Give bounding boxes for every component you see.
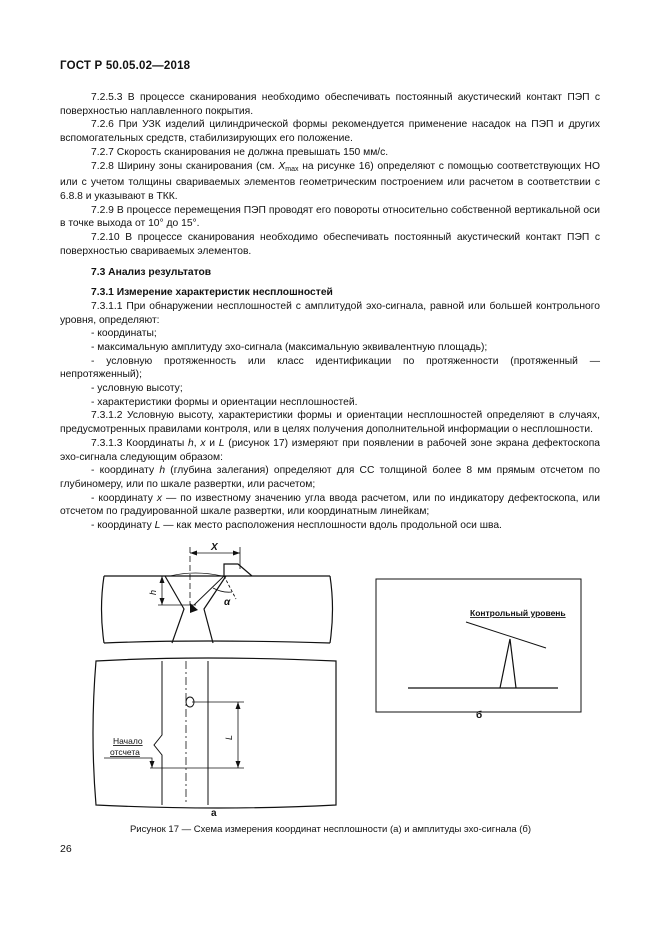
paragraph-7-2-7: 7.2.7 Скорость сканирования не должна превышать 150 мм/с.: [91, 146, 389, 158]
weld-right-groove: [204, 576, 226, 643]
start-leader: [104, 758, 152, 768]
list-item: - максимальную амплитуду эхо-сигнала (максимальную эквивалентную площадь);: [91, 341, 488, 353]
paragraph-7-3-1-3: 7.3.1.3 Координаты h, x и L (рисунок 17) измеряют при появлении в рабочей зоне экрана дефектоскопа эхо-сигнала следующим образом:: [60, 437, 600, 463]
weld-left-groove: [165, 576, 184, 643]
control-level-line: [466, 622, 546, 648]
paragraph-7-2-5-3: 7.2.5.3 В процессе сканирования необходимо обеспечивать постоянный акустический контакт ПЭП с поверхностью наплавленного покрытия.: [60, 92, 600, 117]
beam-extension: [224, 576, 236, 599]
label-alpha: α: [224, 597, 231, 608]
label-x: X: [211, 542, 218, 553]
label-b: б: [476, 710, 483, 721]
figure-17: [0, 535, 661, 835]
paragraph-7-3-1-1: 7.3.1.1 При обнаружении несплошностей с амплитудой эхо-сигнала, равной или большей контрольного уровня, определяют:: [60, 300, 600, 326]
label-h: h: [148, 589, 158, 595]
probe: [224, 564, 252, 576]
paragraph-7-2-6: 7.2.6 При УЗК изделий цилиндрической формы рекомендуется применение насадок на ПЭП и других вспомогательных средств, стабилизирующих его положение.: [60, 119, 600, 145]
figure-17-drawing: [0, 535, 661, 835]
l-arrow-bottom: [236, 761, 241, 768]
list-item-coordinate-h: - координату h (глубина залегания) определяют для СС толщиной более 8 мм прямым отсчетом по глубиномеру, или по шкале развертки, или расчетом;: [60, 465, 600, 490]
document-header: ГОСТ Р 50.05.02—2018: [60, 60, 191, 72]
start-arrow: [150, 761, 155, 768]
page-number: 26: [60, 843, 72, 855]
plate-left-break: [102, 576, 105, 643]
x-arrow-right: [233, 551, 240, 556]
label-l: L: [224, 734, 234, 740]
echo-pulse: [500, 639, 516, 688]
label-start-line1: Начало: [113, 736, 143, 746]
h-arrow-bottom: [160, 598, 165, 605]
document-body: [60, 91, 600, 533]
screen-frame: [376, 579, 581, 712]
section-heading-7-3: 7.3 Анализ результатов: [91, 267, 212, 279]
label-control-level: Контрольный уровень: [470, 608, 566, 618]
paragraph-7-2-10: 7.2.10 В процессе сканирования необходимо обеспечивать постоянный акустический контакт ПЭП с поверхностью свариваемых элементов.: [60, 232, 600, 257]
paragraph-7-2-8: 7.2.8 Ширину зоны сканирования (см. Xmax на рисунке 16) определяют с помощью соответствующих НО или с учетом толщины свариваемых элементов геометрическим построением или расчетом в соответствии с 6.8.8 и указывают в ТКК.: [60, 160, 600, 202]
plate-bottom-edge: [104, 641, 330, 643]
x-arrow-left: [190, 551, 197, 556]
list-item: - характеристики формы и ориентации несплошностей.: [91, 396, 358, 408]
list-item: - координаты;: [91, 328, 157, 340]
list-item: - условную протяженность или класс идентификации по протяженности (протяженный — непротяженный);: [60, 355, 600, 381]
weld-line-left: [154, 661, 162, 805]
figure-caption: Рисунок 17 — Схема измерения координат несплошности (а) и амплитуды эхо-сигнала (б): [129, 824, 532, 835]
paragraph-7-2-9: 7.2.9 В процессе перемещения ПЭП проводят его повороты относительно собственной вертикальной оси в точке выхода от 10° до 15°.: [60, 204, 600, 230]
list-item-coordinate-l: - координату L — как место расположения несплошности вдоль продольной оси шва.: [91, 520, 502, 532]
list-item-coordinate-x: - координату x — по известному значению угла ввода расчетом, или по индикатору дефектоскопа, или отсчетом по градуированной шкале развертки, или координатным линейкам;: [60, 492, 600, 518]
subsection-heading-7-3-1: 7.3.1 Измерение характеристик несплошностей: [91, 287, 333, 299]
l-arrow-top: [236, 702, 241, 709]
plate-right-break: [330, 576, 333, 643]
label-start-line2: отсчета: [110, 747, 140, 757]
label-a: а: [211, 808, 217, 819]
plan-outline: [93, 658, 336, 808]
paragraph-7-3-1-2: 7.3.1.2 Условную высоту, характеристики формы и ориентации несплошностей определяют в случаях, предусмотренных правилами контроля, или в целях получения дополнительной информации о несплошности.: [60, 410, 600, 436]
h-arrow-top: [160, 576, 165, 583]
list-item: - условную высоту;: [91, 383, 183, 395]
